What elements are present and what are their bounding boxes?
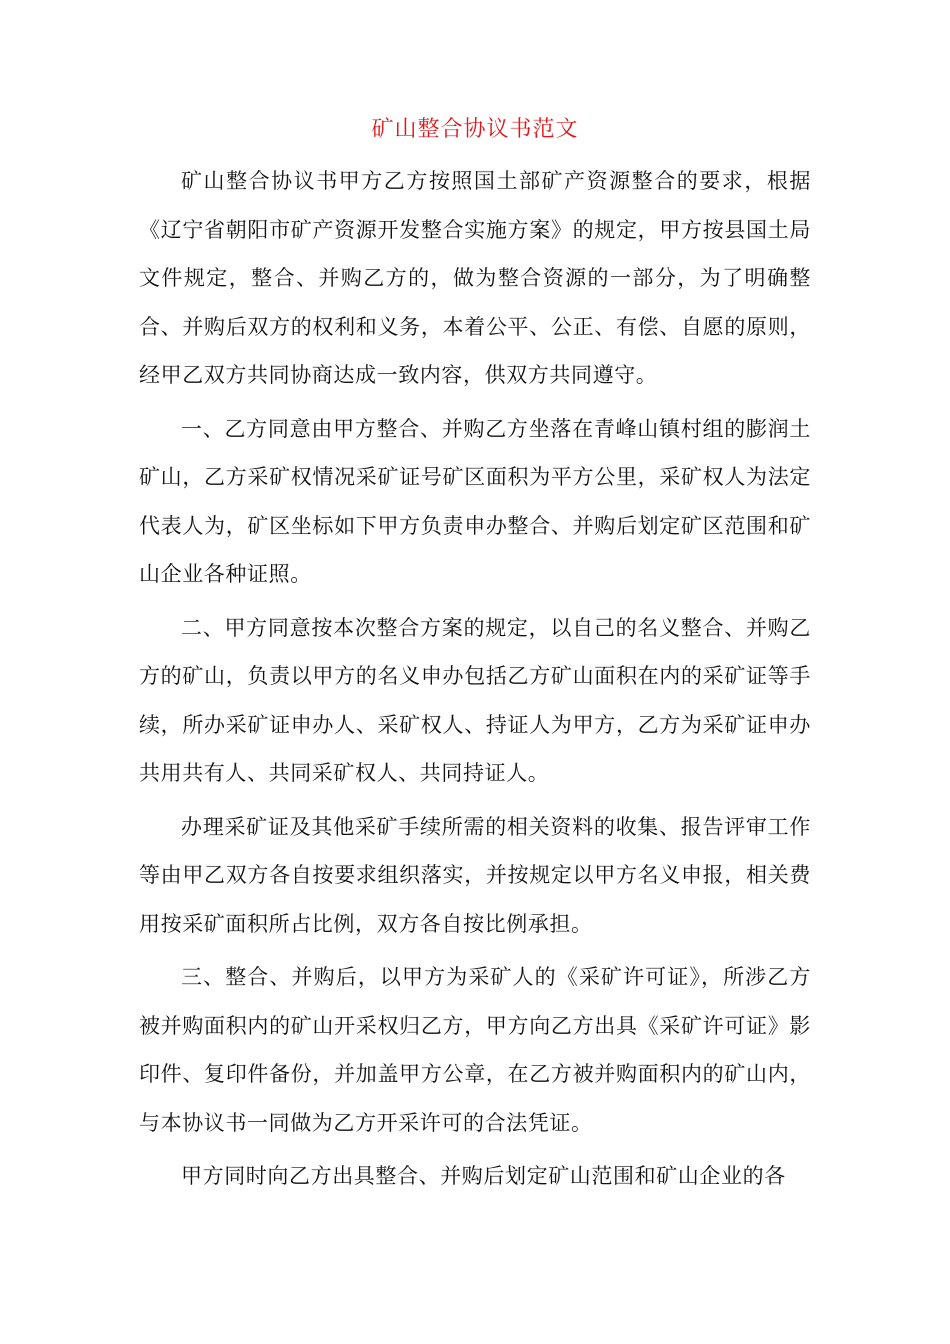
paragraph-intro: 矿山整合协议书甲方乙方按照国土部矿产资源整合的要求，根据《辽宁省朝阳市矿产资源开发整合实施方案》的规定，甲方按县国土局文件规定，整合、并购乙方的，做为整合资源的一部分，为了明确整合、并购后双方的权利和义务，本着公平、公正、有偿、自愿的原则，经甲乙双方共同协商达成一致内容，供双方共同遵守。 <box>139 169 811 387</box>
paragraph-clause-2-detail: 办理采矿证及其他采矿手续所需的相关资料的收集、报告评审工作等由甲乙双方各自按要求组织落实，并按规定以甲方名义申报，相关费用按采矿面积所占比例，双方各自按比例承担。 <box>139 814 811 936</box>
paragraph-clause-2: 二、甲方同意按本次整合方案的规定，以自己的名义整合、并购乙方的矿山，负责以甲方的名义申办包括乙方矿山面积在内的采矿证等手续，所办采矿证申办人、采矿权人、持证人为甲方，乙方为采矿证申办共用共有人、共同采矿权人、共同持证人。 <box>139 615 811 785</box>
paragraph-clause-1: 一、乙方同意由甲方整合、并购乙方坐落在青峰山镇村组的膨润土矿山，乙方采矿权情况采矿证号矿区面积为平方公里，采矿权人为法定代表人为，矿区坐标如下甲方负责申办整合、并购后划定矿区范围和矿山企业各种证照。 <box>139 416 811 586</box>
paragraph-clause-3-detail: 甲方同时向乙方出具整合、并购后划定矿山范围和矿山企业的各 <box>181 1164 786 1188</box>
document-body <box>139 157 811 1206</box>
paragraph-clause-3: 三、整合、并购后，以甲方为采矿人的《采矿许可证》，所涉乙方被并购面积内的矿山开采权归乙方，甲方向乙方出具《采矿许可证》影印件、复印件备份，并加盖甲方公章，在乙方被并购面积内的矿山内，与本协议书一同做为乙方开采许可的合法凭证。 <box>139 965 811 1135</box>
document-title: 矿山整合协议书范文 <box>371 117 579 142</box>
